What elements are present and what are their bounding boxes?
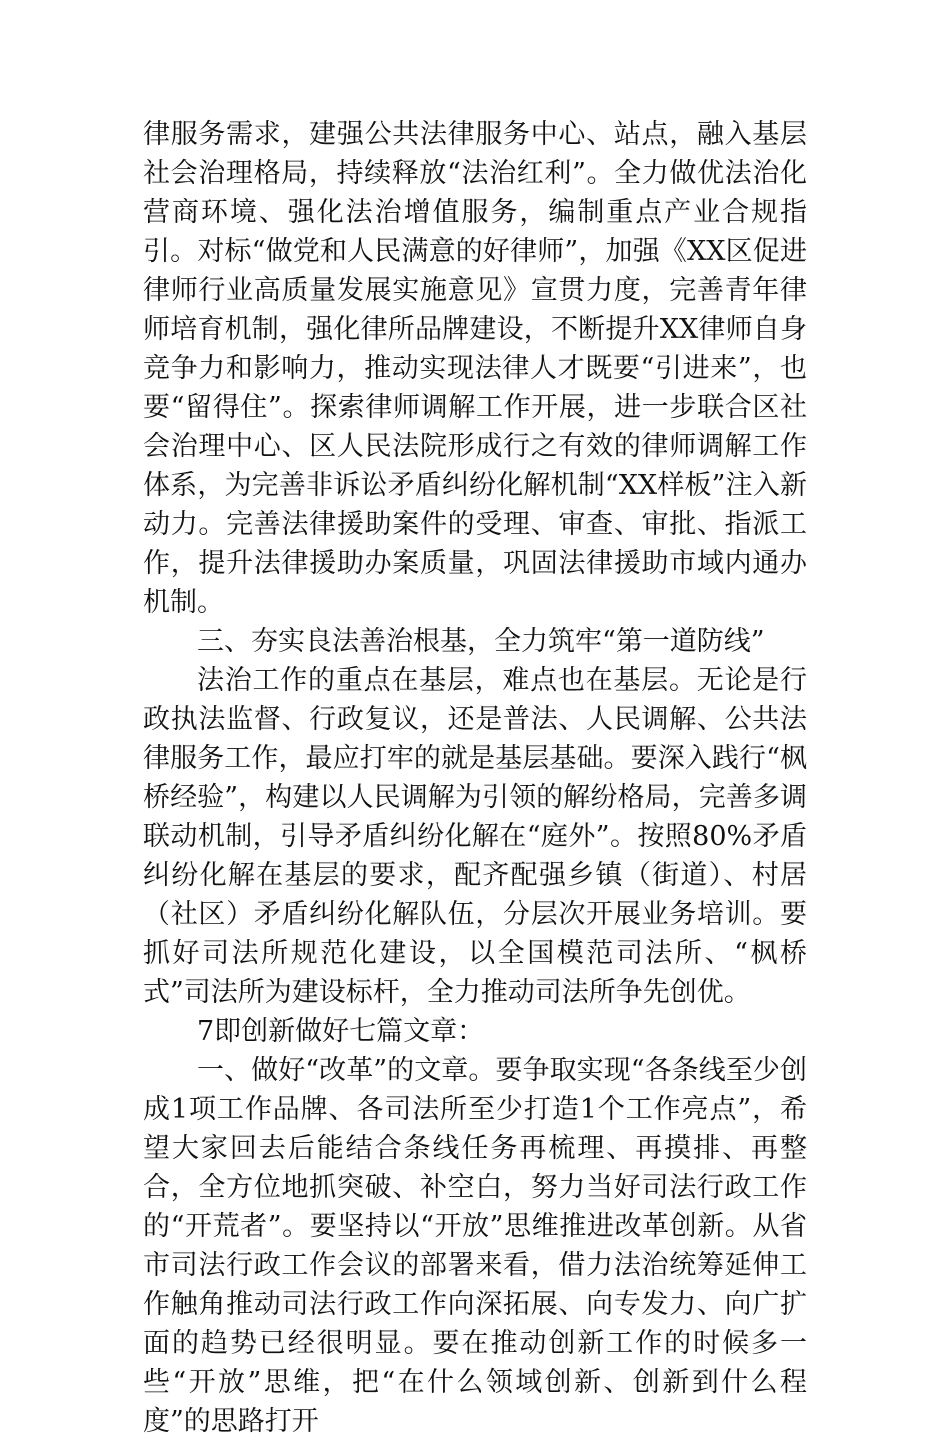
paragraph-grassroots: 法治工作的重点在基层，难点也在基层。无论是行政执法监督、行政复议，还是普法、人民调解、公共法律服务工作，最应打牢的就是基层基础。要深入践行“枫桥经验”，构建以人民调解为引领的解纷格局，完善多调联动机制，引导矛盾纠纷化解在“庭外”。按照80%矛盾纠纷化解在基层的要求，配齐配强乡镇（街道）、村居（社区）矛盾纠纷化解队伍，分层次开展业务培训。要抓好司法所规范化建设，以全国模范司法所、“枫桥式”司法所为建设标杆，全力推动司法所争先创优。	[143, 665, 807, 1008]
document-body	[143, 115, 807, 1441]
paragraph-seven-articles: 7即创新做好七篇文章：	[197, 1016, 485, 1047]
paragraph-reform: 一、做好“改革”的文章。要争取实现“各条线至少创成1项工作品牌、各司法所至少打造1个工作亮点”，希望大家回去后能结合条线任务再梳理、再摸排、再整合，全方位地抓突破、补空白，努力当好司法行政工作的“开荒者”。要坚持以“开放”思维推进改革创新。从省市司法行政工作会议的部署来看，借力法治统筹延伸工作触角推动司法行政工作向深拓展、向专发力、向广扩面的趋势已经很明显。要在推动创新工作的时候多一些“开放”思维，把“在什么领域创新、创新到什么程度”的思路打开	[143, 1055, 807, 1437]
paragraph-legal-services: 律服务需求，建强公共法律服务中心、站点，融入基层社会治理格局，持续释放“法治红利”。全力做优法治化营商环境、强化法治增值服务，编制重点产业合规指引。对标“做党和人民满意的好律师”，加强《XX区促进律师行业高质量发展实施意见》宣贯力度，完善青年律师培育机制，强化律所品牌建设，不断提升XX律师自身竞争力和影响力，推动实现法律人才既要“引进来”，也要“留得住”。探索律师调解工作开展，进一步联合区社会治理中心、区人民法院形成行之有效的律师调解工作体系，为完善非诉讼矛盾纠纷化解机制“XX样板”注入新动力。完善法律援助案件的受理、审查、审批、指派工作，提升法律援助办案质量，巩固法律援助市域内通办机制。	[143, 119, 807, 618]
section-heading-three: 三、夯实良法善治根基，全力筑牢“第一道防线”	[197, 626, 765, 657]
